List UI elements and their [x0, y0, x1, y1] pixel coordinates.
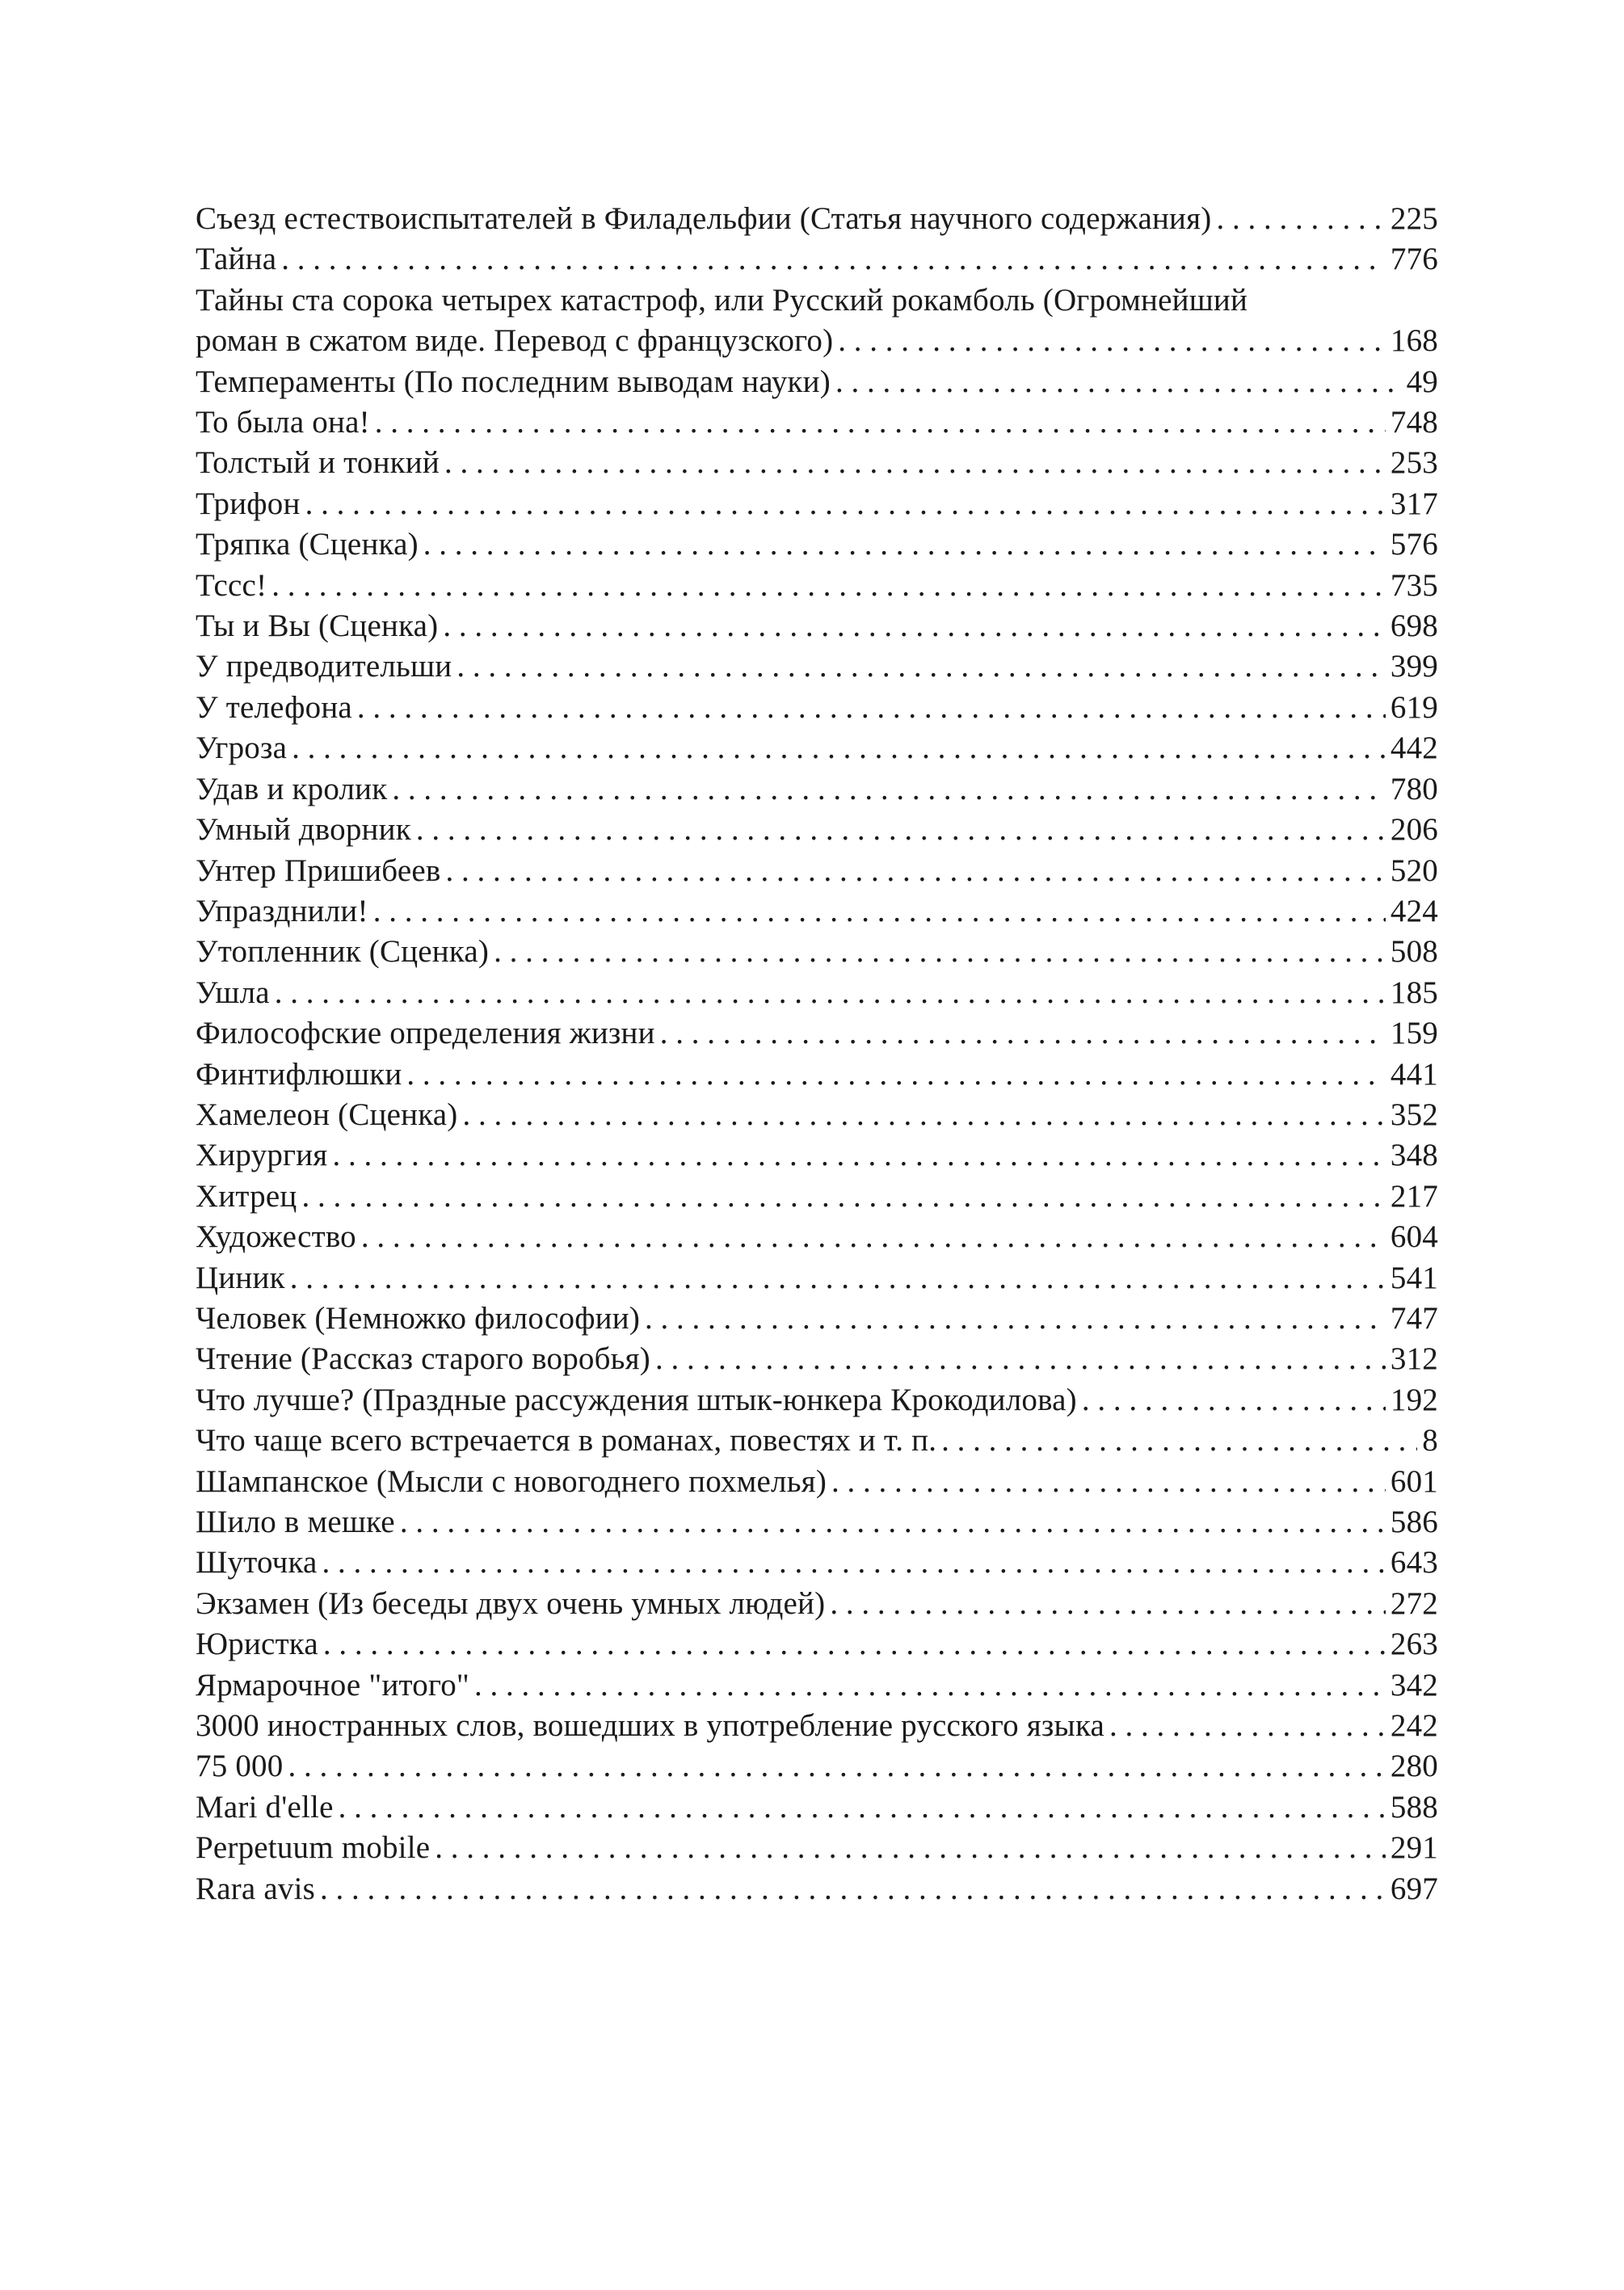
toc-entry-title: Хитрец [196, 1178, 297, 1214]
dot-leader [320, 1869, 1386, 1909]
toc-entry-title: 75 000 [196, 1749, 284, 1784]
toc-entry-title: Темпераменты (По последним выводам науки) [196, 364, 831, 399]
toc-entry-title: Ты и Вы (Сценка) [196, 608, 439, 644]
toc-entry-title: Ушла [196, 975, 270, 1010]
dot-leader [831, 1462, 1386, 1502]
toc-entry-line [196, 1746, 1438, 1787]
dot-leader [290, 1258, 1386, 1299]
toc-entry [196, 688, 1438, 728]
dot-leader [494, 932, 1386, 972]
toc-entry-title: Шуточка [196, 1545, 318, 1581]
toc-entry-line [196, 443, 1438, 483]
toc-entry-title: Хамелеон (Сценка) [196, 1097, 458, 1132]
toc-entry-page-number: 312 [1390, 1341, 1438, 1377]
toc-entry [196, 1258, 1438, 1299]
toc-entry-line [196, 1828, 1438, 1868]
toc-entry-page-number: 619 [1390, 689, 1438, 725]
dot-leader [645, 1299, 1386, 1339]
dot-leader [361, 1217, 1386, 1257]
toc-entry-page-number: 217 [1390, 1178, 1438, 1214]
toc-entry-line [196, 1135, 1438, 1176]
toc-entry-page-number: 168 [1390, 323, 1438, 359]
toc-entry-line [196, 484, 1438, 524]
toc-entry [196, 566, 1438, 606]
dot-leader [275, 973, 1386, 1013]
dot-leader [1109, 1706, 1386, 1746]
dot-leader [456, 646, 1386, 687]
dot-leader [830, 1584, 1386, 1624]
toc-entry-line [196, 1299, 1438, 1339]
dot-leader [281, 239, 1386, 280]
toc-entry [196, 1339, 1438, 1379]
toc-entry-line [196, 932, 1438, 972]
toc-entry-line [196, 524, 1438, 565]
toc-entry-line [196, 1462, 1438, 1502]
toc-entry [196, 1502, 1438, 1543]
dot-leader [423, 524, 1386, 565]
toc-entry-line [196, 1380, 1438, 1421]
dot-leader [392, 769, 1385, 810]
toc-entry-page-number: 8 [1422, 1423, 1438, 1459]
toc-entry-line [196, 402, 1438, 443]
toc-entry-line [196, 1013, 1438, 1054]
toc-entry-title: 3000 иностранных слов, вошедших в употребление русского языка [196, 1708, 1105, 1744]
toc-entry-title: Тссс! [196, 567, 267, 603]
toc-entry-line [196, 199, 1438, 239]
toc-entry [196, 1299, 1438, 1339]
toc-entry-title: Тайна [196, 242, 277, 277]
toc-entry [196, 362, 1438, 402]
toc-entry [196, 932, 1438, 972]
toc-entry-line [196, 728, 1438, 768]
dot-leader [655, 1339, 1386, 1379]
dot-leader [301, 1177, 1385, 1217]
toc-entry [196, 402, 1438, 443]
toc-entry [196, 1665, 1438, 1706]
toc-entry-page-number: 735 [1390, 567, 1438, 603]
dot-leader [288, 1746, 1385, 1787]
toc-entry [196, 1706, 1438, 1746]
toc-entry-title: Юристка [196, 1627, 318, 1662]
toc-entry-title: Шампанское (Мысли с новогоднего похмелья) [196, 1463, 827, 1499]
toc-entry-page-number: 206 [1390, 812, 1438, 848]
toc-entry-line [196, 1502, 1438, 1543]
dot-leader [1216, 199, 1385, 239]
toc-entry [196, 1135, 1438, 1176]
toc-entry-page-number: 588 [1390, 1789, 1438, 1825]
toc-entry-page-number: 442 [1390, 730, 1438, 766]
toc-entry-line [196, 1421, 1438, 1461]
toc-entry-line [196, 1869, 1438, 1909]
dot-leader [445, 851, 1385, 891]
toc-entry [196, 1380, 1438, 1421]
toc-entry-page-number: 747 [1390, 1300, 1438, 1336]
toc-entry-line [196, 1258, 1438, 1299]
toc-entry-page-number: 185 [1390, 975, 1438, 1010]
toc-entry-title: Финтифлюшки [196, 1056, 402, 1092]
toc-entry-page-number: 49 [1406, 364, 1438, 399]
toc-entry-title: Что чаще всего встречается в романах, повестях и т. п. [196, 1423, 937, 1459]
toc-entry-title: Mari d'elle [196, 1789, 334, 1825]
toc-entry-page-number: 317 [1390, 486, 1438, 521]
toc-entry-line [196, 688, 1438, 728]
toc-entry-page-number: 424 [1390, 893, 1438, 928]
toc-entry-title: Унтер Пришибеев [196, 852, 441, 888]
toc-entry-line [196, 810, 1438, 850]
toc-entry [196, 1013, 1438, 1054]
toc-entry-page-number: 441 [1390, 1056, 1438, 1092]
toc-entry [196, 280, 1438, 362]
toc-entry-line [196, 646, 1438, 687]
dot-leader [357, 688, 1386, 728]
toc-entry [196, 728, 1438, 768]
toc-entry-line [196, 1095, 1438, 1135]
toc-entry-title: роман в сжатом виде. Перевод с французского) [196, 323, 834, 359]
dot-leader [660, 1013, 1386, 1054]
toc-entry-title: Шило в мешке [196, 1505, 395, 1539]
toc-entry [196, 1869, 1438, 1909]
dot-leader [332, 1135, 1385, 1176]
toc-entry-page-number: 601 [1390, 1463, 1438, 1499]
toc-entry-line [196, 1054, 1438, 1095]
toc-entry-page-number: 748 [1390, 405, 1438, 440]
toc-entry-page-number: 576 [1390, 527, 1438, 562]
dot-leader [941, 1421, 1417, 1461]
toc-entry [196, 851, 1438, 891]
toc-entry [196, 484, 1438, 524]
toc-entry-line [196, 606, 1438, 646]
toc-entry-title: Философские определения жизни [196, 1016, 655, 1051]
toc-entry-title: Художество [196, 1219, 356, 1255]
toc-entry [196, 199, 1438, 239]
toc-entry-page-number: 263 [1390, 1627, 1438, 1662]
toc-entry [196, 606, 1438, 646]
toc-entry-title: Человек (Немножко философии) [196, 1300, 641, 1336]
toc-entry-title: Чтение (Рассказ старого воробья) [196, 1341, 650, 1377]
toc-entry-title: Циник [196, 1260, 285, 1295]
dot-leader [292, 728, 1386, 768]
toc-entry-page-number: 280 [1390, 1749, 1438, 1784]
toc-entry [196, 1421, 1438, 1461]
toc-entry-page-number: 348 [1390, 1138, 1438, 1173]
toc-entry-title: Утопленник (Сценка) [196, 934, 490, 970]
dot-leader [416, 810, 1386, 850]
toc-entry-title: Толстый и тонкий [196, 445, 440, 481]
toc-entry-page-number: 541 [1390, 1260, 1438, 1295]
toc-entry-page-number: 697 [1390, 1871, 1438, 1906]
toc-entry [196, 1746, 1438, 1787]
toc-entry-line [196, 1584, 1438, 1624]
toc-entry-title: Ярмарочное "итого" [196, 1667, 470, 1703]
dot-leader [373, 891, 1386, 932]
toc-entry-line [196, 1706, 1438, 1746]
dot-leader [435, 1828, 1386, 1868]
toc-entry-line [196, 1339, 1438, 1379]
toc-entry-page-number: 159 [1390, 1016, 1438, 1051]
toc-entry-page-number: 291 [1390, 1830, 1438, 1866]
toc-entry [196, 1462, 1438, 1502]
toc-entry [196, 1828, 1438, 1868]
toc-entry-line [196, 769, 1438, 810]
toc-entry-title: Perpetuum mobile [196, 1830, 431, 1866]
toc-entry-page-number: 586 [1390, 1505, 1438, 1539]
toc-entry-title-line1: Тайны ста сорока четырех катастроф, или Русский рокамболь (Огромнейший [196, 282, 1248, 318]
dot-leader [474, 1665, 1386, 1706]
toc-entry-title: Хирургия [196, 1138, 328, 1173]
toc-entry-page-number: 643 [1390, 1545, 1438, 1581]
toc-entry-title: Упразднили! [196, 893, 368, 928]
toc-entry-page-number: 698 [1390, 608, 1438, 644]
toc-entry-title: Тряпка (Сценка) [196, 527, 419, 562]
toc-entry [196, 1177, 1438, 1217]
toc-entry [196, 1095, 1438, 1135]
toc-entry-line [196, 321, 1438, 361]
toc-entry-page-number: 272 [1390, 1585, 1438, 1621]
toc-entry-page-number: 192 [1390, 1382, 1438, 1417]
dot-leader [406, 1054, 1385, 1095]
dot-leader [462, 1095, 1385, 1135]
toc-entry-page-number: 399 [1390, 649, 1438, 684]
toc-entry-page-number: 225 [1390, 201, 1438, 236]
toc-entry-page-number: 508 [1390, 934, 1438, 970]
toc-entry-page-number: 253 [1390, 445, 1438, 481]
dot-leader [400, 1502, 1386, 1543]
toc-entry-title: Удав и кролик [196, 771, 388, 806]
toc-entry [196, 810, 1438, 850]
toc-entry-page-number: 352 [1390, 1097, 1438, 1132]
table-of-contents [196, 199, 1438, 1909]
toc-entry [196, 646, 1438, 687]
toc-entry-title: У предводительши [196, 649, 452, 684]
toc-entry [196, 1624, 1438, 1665]
toc-entry-line [196, 1787, 1438, 1828]
dot-leader [1082, 1380, 1386, 1421]
toc-entry [196, 973, 1438, 1013]
toc-entry-line [196, 362, 1438, 402]
dot-leader [838, 321, 1386, 361]
toc-entry-title: Умный дворник [196, 812, 411, 848]
toc-entry-title: То была она! [196, 405, 370, 440]
dot-leader [322, 1543, 1386, 1583]
toc-entry-page-number: 242 [1390, 1708, 1438, 1744]
toc-entry-line [196, 1624, 1438, 1665]
toc-entry [196, 239, 1438, 280]
toc-entry-page-number: 604 [1390, 1219, 1438, 1255]
toc-entry [196, 769, 1438, 810]
toc-entry-title: Что лучше? (Праздные рассуждения штык-юнкера Крокодилова) [196, 1382, 1077, 1417]
toc-entry [196, 524, 1438, 565]
toc-entry-line [196, 1665, 1438, 1706]
dot-leader [323, 1624, 1386, 1665]
toc-entry-line [196, 891, 1438, 932]
toc-entry [196, 1787, 1438, 1828]
toc-entry-line [196, 1177, 1438, 1217]
toc-entry [196, 891, 1438, 932]
dot-leader [444, 443, 1386, 483]
toc-entry [196, 1054, 1438, 1095]
toc-entry-line [196, 1543, 1438, 1583]
toc-entry-title: Экзамен (Из беседы двух очень умных людей) [196, 1585, 826, 1621]
toc-entry-title: Угроза [196, 730, 288, 766]
toc-entry-line [196, 239, 1438, 280]
toc-entry [196, 443, 1438, 483]
toc-entry-title: Трифон [196, 486, 301, 521]
toc-entry-title: У телефона [196, 689, 352, 725]
toc-entry-line [196, 566, 1438, 606]
toc-entry-line [196, 1217, 1438, 1257]
toc-entry-title: Rara avis [196, 1871, 315, 1906]
toc-entry-page-number: 780 [1390, 771, 1438, 806]
toc-entry-line [196, 851, 1438, 891]
dot-leader [271, 566, 1386, 606]
toc-entry-title: Съезд естествоиспытателей в Филадельфии (Статья научного содержания) [196, 201, 1212, 236]
dot-leader [339, 1787, 1386, 1828]
toc-entry [196, 1584, 1438, 1624]
toc-entry-page-number: 342 [1390, 1667, 1438, 1703]
dot-leader [443, 606, 1386, 646]
dot-leader [305, 484, 1386, 524]
dot-leader [375, 402, 1386, 443]
dot-leader [835, 362, 1402, 402]
toc-entry [196, 1217, 1438, 1257]
toc-entry-line [196, 973, 1438, 1013]
toc-entry-page-number: 520 [1390, 852, 1438, 888]
toc-entry [196, 1543, 1438, 1583]
toc-entry-page-number: 776 [1390, 242, 1438, 277]
